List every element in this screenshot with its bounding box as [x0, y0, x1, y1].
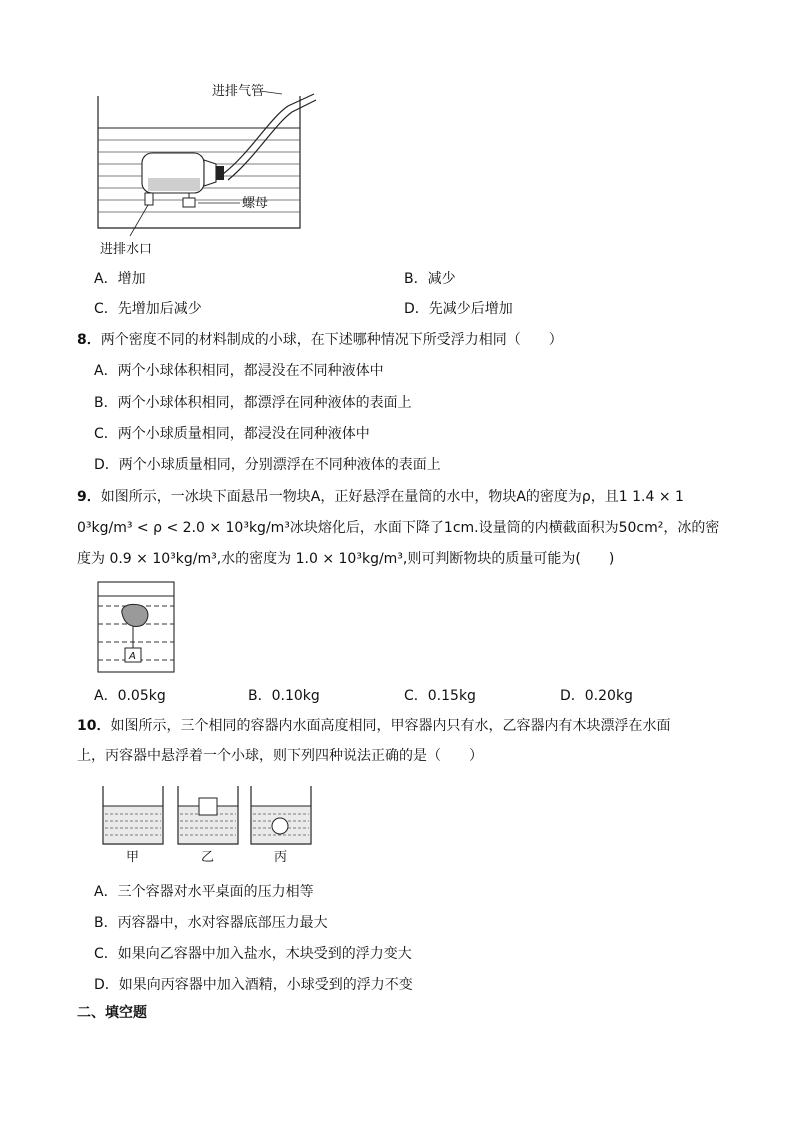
question-8	[77, 330, 563, 350]
fig7-inlet-label: 进排水口	[100, 242, 153, 257]
q9-stem-line1: 如图所示，一冰块下面悬吊一物块A，正好悬浮在量筒的水中，物块A的密度为ρ，且1 1.4 × 1	[100, 489, 684, 505]
suspended-ball	[272, 818, 288, 834]
fig9-block-label: A	[129, 651, 136, 662]
q7-option-b: B．减少	[404, 271, 456, 287]
q9-stem-line2: 0³kg/m³ < ρ < 2.0 × 10³kg/m³冰块熔化后，水面下降了1cm.设量筒的内横截面积为50cm²，冰的密	[77, 520, 720, 536]
q8-number: 8．	[77, 332, 101, 348]
q8-option-d: D．两个小球质量相同，分别漂浮在不同种液体的表面上	[94, 457, 441, 473]
q9-number: 9．	[77, 489, 101, 505]
fig7-submarine-diagram	[90, 78, 330, 263]
q9-option-b: B．0.10kg	[248, 688, 320, 704]
q10-stem-line2: 上，丙容器中悬浮着一个小球，则下列四种说法正确的是（ ）	[77, 748, 483, 764]
container-yi-label: 乙	[201, 850, 215, 865]
q8-stem: 两个密度不同的材料制成的小球，在下述哪种情况下所受浮力相同（ ）	[100, 332, 563, 348]
q10-option-d: D．如果向丙容器中加入酒精，小球受到的浮力不变	[94, 977, 413, 993]
question-10	[77, 716, 670, 736]
section-2-title: 二、填空题	[77, 1005, 147, 1021]
q9-option-d: D．0.20kg	[560, 688, 633, 704]
container-bing	[251, 786, 311, 865]
question-9	[77, 487, 684, 507]
fig10-containers-diagram	[98, 784, 318, 866]
q8-option-b: B．两个小球体积相同，都漂浮在同种液体的表面上	[94, 395, 412, 411]
fig7-nut-label: 螺母	[242, 196, 269, 211]
wood-block	[199, 798, 217, 815]
container-jia-label: 甲	[126, 850, 140, 865]
q10-option-a: A．三个容器对水平桌面的压力相等	[94, 884, 314, 900]
container-bing-label: 丙	[274, 850, 288, 865]
q7-option-c: C．先增加后减少	[94, 301, 202, 317]
q9-option-c: C．0.15kg	[404, 688, 476, 704]
q10-option-b: B．丙容器中，水对容器底部压力最大	[94, 915, 328, 931]
fig9-cylinder-diagram	[96, 580, 176, 675]
q9-stem-line3: 度为 0.9 × 10³kg/m³,水的密度为 1.0 × 10³kg/m³,则可判断物块的质量可能为( )	[77, 551, 615, 567]
q7-option-d: D．先减少后增加	[404, 301, 513, 317]
q10-number: 10．	[77, 718, 111, 734]
q10-stem-line1: 如图所示，三个相同的容器内水面高度相同，甲容器内只有水，乙容器内有木块漂浮在水面	[110, 718, 671, 734]
q8-option-c: C．两个小球质量相同，都浸没在同种液体中	[94, 426, 370, 442]
q7-option-a: A．增加	[94, 271, 146, 287]
q10-option-c: C．如果向乙容器中加入盐水，木块受到的浮力变大	[94, 946, 412, 962]
q8-option-a: A．两个小球体积相同，都浸没在不同种液体中	[94, 363, 384, 379]
fig7-pipe-label: 进排气管	[212, 84, 265, 99]
container-jia	[103, 786, 163, 865]
container-yi	[178, 786, 238, 865]
q9-option-a: A．0.05kg	[94, 688, 166, 704]
